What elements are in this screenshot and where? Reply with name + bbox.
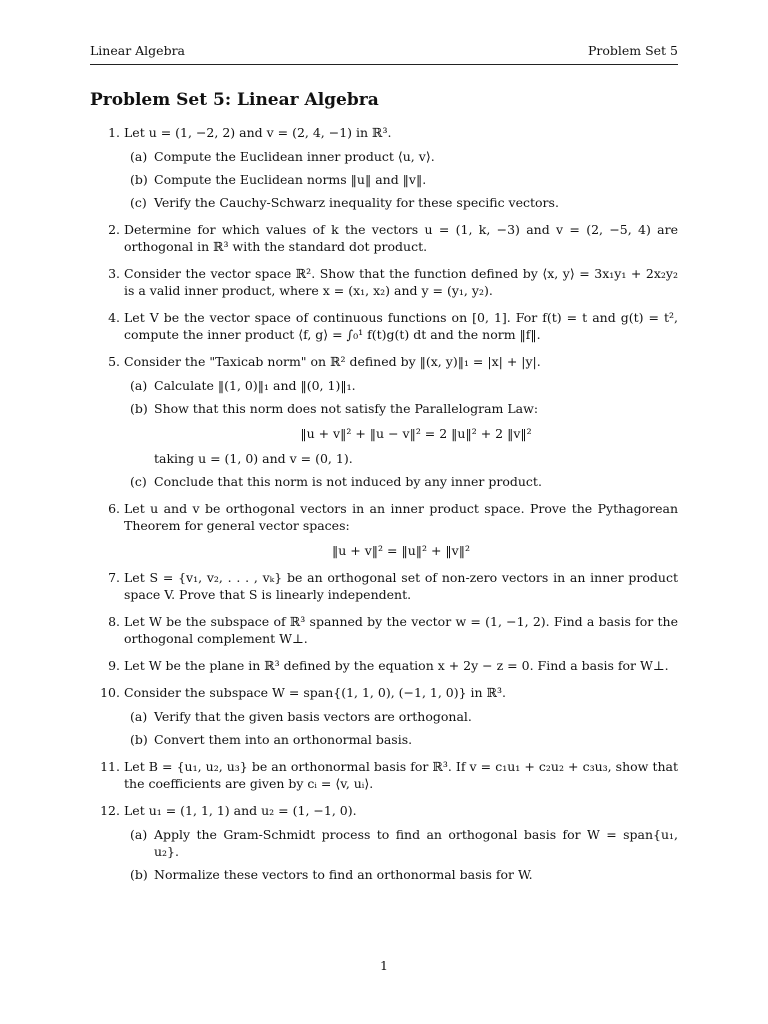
- problem-text: Let S = {v₁, v₂, . . . , vₖ} be an orthogonal set of non-zero vectors in an inner product space V. Prove that S is linearly independent.: [124, 570, 678, 602]
- problem-item: [90, 613, 678, 647]
- subpart-item: [124, 171, 678, 188]
- page-title: Problem Set 5: Linear Algebra: [90, 90, 379, 110]
- problem-item: [90, 124, 678, 211]
- problem-number: 8.: [108, 614, 120, 629]
- problem-list: [90, 124, 678, 893]
- problem-item: [90, 309, 678, 343]
- problem-text: Let u = (1, −2, 2) and v = (2, 4, −1) in ℝ³.: [124, 125, 392, 140]
- subpart-text: Verify the Cauchy-Schwarz inequality for these specific vectors.: [154, 195, 559, 210]
- subpart-item: [124, 400, 678, 467]
- subpart-item: [124, 148, 678, 165]
- subpart-item: [124, 708, 678, 725]
- header-course: Linear Algebra: [90, 43, 186, 58]
- problem-number: 7.: [108, 570, 120, 585]
- subpart-list: [124, 826, 678, 883]
- problem-number: 5.: [108, 354, 120, 369]
- subpart-text: Show that this norm does not satisfy the Parallelogram Law:: [154, 401, 539, 416]
- problem-text: Let V be the vector space of continuous functions on [0, 1]. For f(t) = t and g(t) = t², compute the inner product ⟨f, g⟩ = ∫₀¹ f(t)g(t) dt and the norm ‖f‖.: [124, 310, 678, 342]
- subpart-label: (c): [130, 195, 147, 210]
- problem-number: 2.: [108, 222, 120, 237]
- subpart-text: Conclude that this norm is not induced by any inner product.: [154, 474, 542, 489]
- subpart-list: [124, 708, 678, 748]
- subpart-text: Calculate ‖(1, 0)‖₁ and ‖(0, 1)‖₁.: [154, 378, 356, 393]
- subpart-label: (b): [130, 401, 148, 416]
- subpart-item: [124, 377, 678, 394]
- subpart-item: [124, 473, 678, 490]
- problem-item: [90, 802, 678, 883]
- subpart-item: [124, 866, 678, 883]
- problem-text: Let W be the plane in ℝ³ defined by the equation x + 2y − z = 0. Find a basis for W⊥.: [124, 658, 669, 673]
- subpart-item: [124, 194, 678, 211]
- problem-text: Consider the "Taxicab norm" on ℝ² defined by ‖(x, y)‖₁ = |x| + |y|.: [124, 354, 541, 369]
- problem-item: [90, 221, 678, 255]
- subpart-label: (a): [130, 149, 148, 164]
- subpart-text: Verify that the given basis vectors are orthogonal.: [154, 709, 472, 724]
- subpart-list: [124, 377, 678, 490]
- problem-item: [90, 265, 678, 299]
- problem-item: [90, 569, 678, 603]
- problem-item: [90, 758, 678, 792]
- problem-text: Let W be the subspace of ℝ³ spanned by the vector w = (1, −1, 2). Find a basis for the orthogonal complement W⊥.: [124, 614, 678, 646]
- problem-number: 1.: [108, 125, 120, 140]
- problem-text: Let B = {u₁, u₂, u₃} be an orthonormal basis for ℝ³. If v = c₁u₁ + c₂u₂ + c₃u₃, show that the coefficients are given by cᵢ = ⟨v, uᵢ⟩.: [124, 759, 678, 791]
- problem-text: Let u and v be orthogonal vectors in an inner product space. Prove the Pythagorean Theorem for general vector spaces:: [124, 501, 678, 533]
- problem-text: Let u₁ = (1, 1, 1) and u₂ = (1, −1, 0).: [124, 803, 357, 818]
- subpart-text: Compute the Euclidean norms ‖u‖ and ‖v‖.: [154, 172, 427, 187]
- subpart-label: (c): [130, 474, 147, 489]
- subpart-list: [124, 148, 678, 211]
- problem-item: [90, 353, 678, 490]
- subpart-item: [124, 731, 678, 748]
- page-number: 1: [380, 958, 388, 973]
- problem-item: [90, 657, 678, 674]
- subpart-continuation: taking u = (1, 0) and v = (0, 1).: [154, 451, 353, 466]
- problem-number: 6.: [108, 501, 120, 516]
- problem-item: [90, 500, 678, 559]
- header-divider: [90, 64, 678, 65]
- running-header: [90, 43, 678, 61]
- subpart-text: Compute the Euclidean inner product ⟨u, v⟩.: [154, 149, 435, 164]
- problem-number: 9.: [108, 658, 120, 673]
- problem-number: 12.: [100, 803, 120, 818]
- problem-number: 4.: [108, 310, 120, 325]
- subpart-label: (b): [130, 867, 148, 882]
- problem-text: Determine for which values of k the vectors u = (1, k, −3) and v = (2, −5, 4) are orthogonal in ℝ³ with the standard dot product.: [124, 222, 678, 254]
- problem-number: 10.: [100, 685, 120, 700]
- subpart-label: (a): [130, 827, 148, 842]
- problem-text: Consider the vector space ℝ². Show that the function defined by ⟨x, y⟩ = 3x₁y₁ + 2x₂y₂ is a valid inner product, where x = (x₁, x₂) and y = (y₁, y₂).: [124, 266, 678, 298]
- display-equation: ‖u + v‖² = ‖u‖² + ‖v‖²: [331, 543, 471, 558]
- subpart-label: (a): [130, 378, 148, 393]
- header-set: Problem Set 5: [587, 43, 678, 58]
- subpart-text: Convert them into an orthonormal basis.: [154, 732, 413, 747]
- problem-item: [90, 684, 678, 748]
- problem-number: 11.: [100, 759, 120, 774]
- subpart-text: Normalize these vectors to find an orthonormal basis for W.: [154, 867, 533, 882]
- subpart-label: (a): [130, 709, 148, 724]
- subpart-text: Apply the Gram-Schmidt process to find an orthogonal basis for W = span{u₁, u₂}.: [154, 827, 678, 859]
- display-equation: ‖u + v‖² + ‖u − v‖² = 2 ‖u‖² + 2 ‖v‖²: [300, 426, 532, 441]
- subpart-label: (b): [130, 172, 148, 187]
- problem-text: Consider the subspace W = span{(1, 1, 0), (−1, 1, 0)} in ℝ³.: [124, 685, 506, 700]
- subpart-label: (b): [130, 732, 148, 747]
- problem-number: 3.: [108, 266, 120, 281]
- subpart-item: [124, 826, 678, 860]
